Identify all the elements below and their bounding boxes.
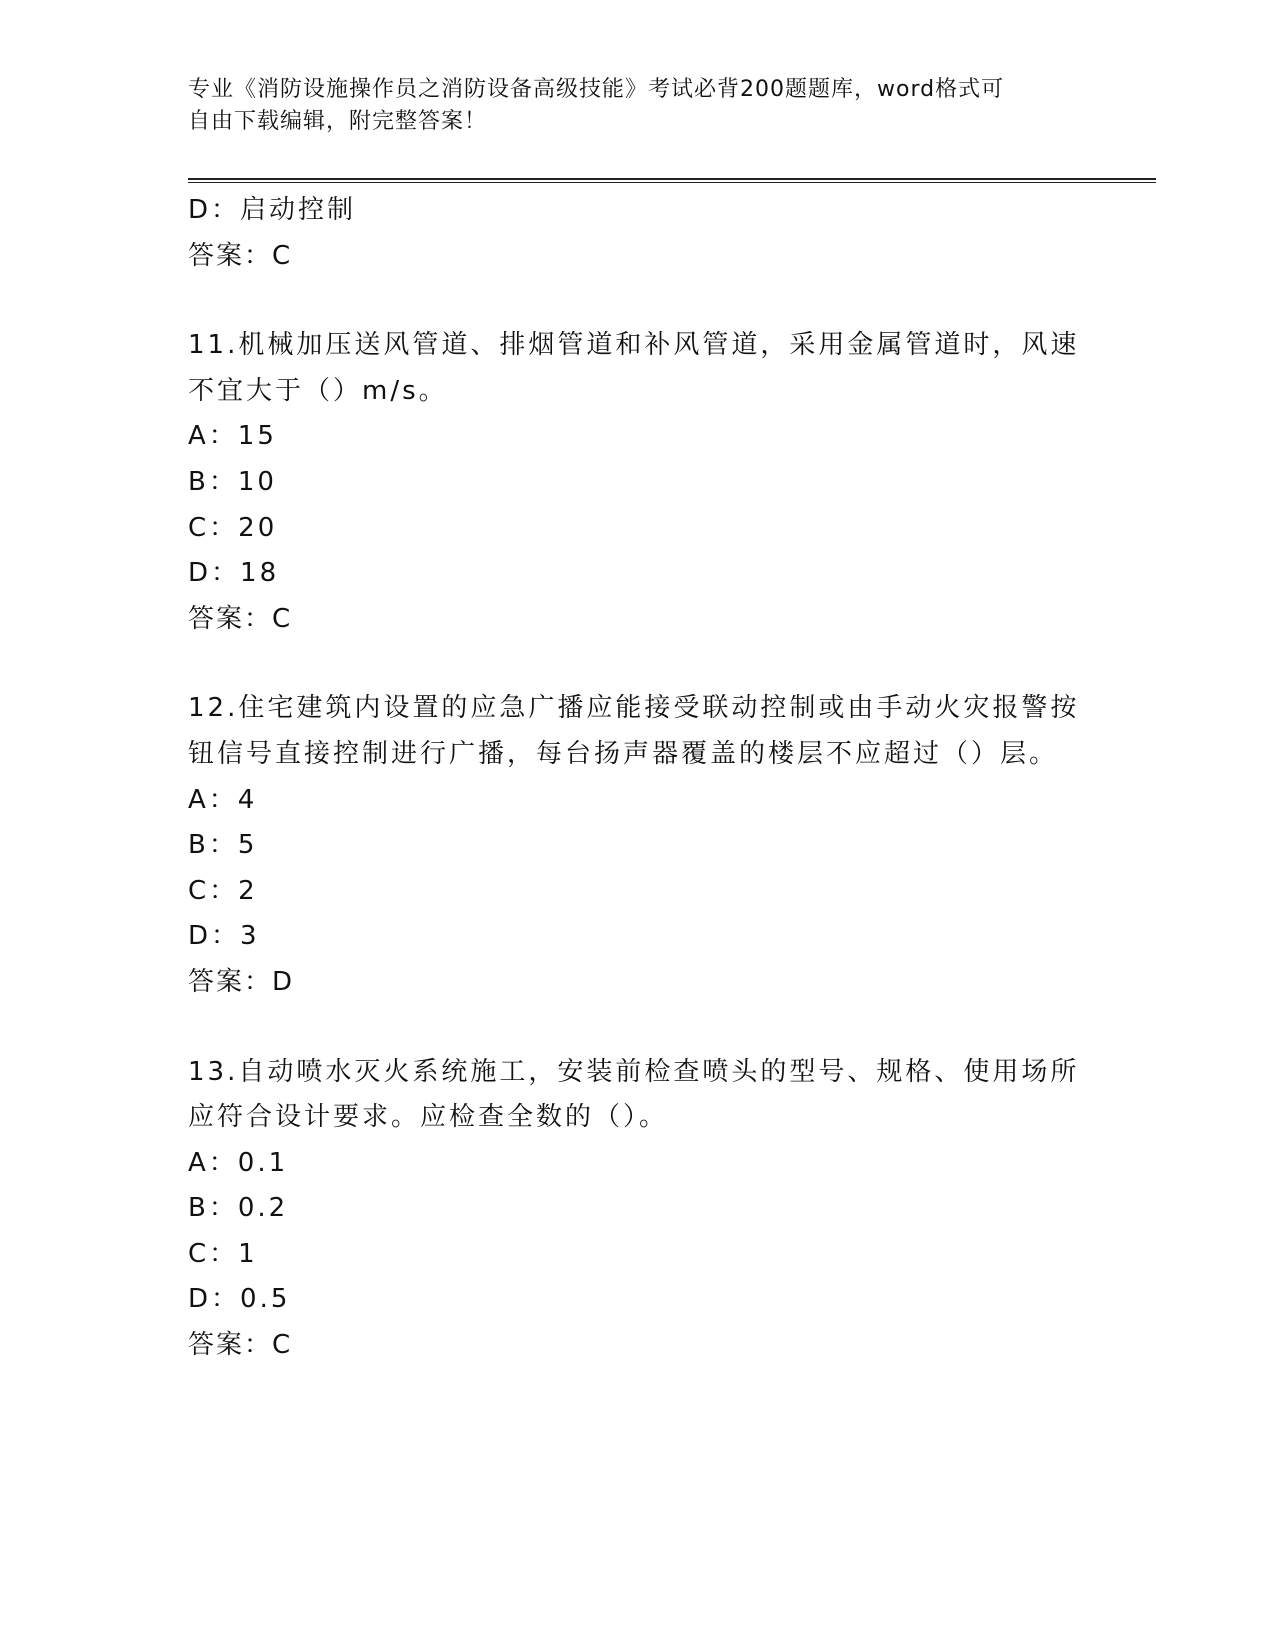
answer-line: 答案：C bbox=[188, 1330, 293, 1361]
option-d: D：0.5 bbox=[188, 1284, 291, 1315]
question-stem-line: 12.住宅建筑内设置的应急广播应能接受联动控制或由手动火灾报警按 bbox=[188, 693, 1080, 724]
spacer bbox=[188, 1006, 1088, 1050]
spacer bbox=[188, 279, 1088, 323]
answer-line: 答案：C bbox=[188, 240, 293, 271]
header-line-1: 专业《消防设施操作员之消防设备高级技能》考试必背200题题库，word格式可 bbox=[188, 77, 1005, 102]
option-c: C：2 bbox=[188, 875, 258, 906]
option-a: A：0.1 bbox=[188, 1147, 289, 1178]
option-d: D：18 bbox=[188, 558, 280, 589]
question-stem-line: 13.自动喷水灭火系统施工，安装前检查喷头的型号、规格、使用场所 bbox=[188, 1056, 1080, 1087]
option-c: C：20 bbox=[188, 512, 278, 543]
header-divider bbox=[188, 178, 1156, 183]
question-12 bbox=[188, 686, 1088, 1005]
question-stem-line: 应符合设计要求。应检查全数的（）。 bbox=[188, 1102, 669, 1133]
option-c: C：1 bbox=[188, 1238, 258, 1269]
question-stem-line: 钮信号直接控制进行广播，每台扬声器覆盖的楼层不应超过（）层。 bbox=[188, 738, 1059, 769]
option-b: B：0.2 bbox=[188, 1193, 289, 1224]
option-b: B：5 bbox=[188, 830, 258, 861]
option-b: B：10 bbox=[188, 466, 277, 497]
option-a: A：15 bbox=[188, 421, 277, 452]
question-13 bbox=[188, 1050, 1088, 1369]
question-list bbox=[188, 188, 1088, 1369]
document-header bbox=[188, 74, 1068, 138]
option-a: A：4 bbox=[188, 784, 258, 815]
question-11 bbox=[188, 323, 1088, 642]
option-d: D：启动控制 bbox=[188, 195, 357, 225]
answer-line: 答案：C bbox=[188, 603, 293, 634]
option-d: D：3 bbox=[188, 921, 260, 952]
question-stem-line: 不宜大于（）m/s。 bbox=[188, 375, 448, 406]
spacer bbox=[188, 642, 1088, 686]
question-stem-line: 11.机械加压送风管道、排烟管道和补风管道，采用金属管道时，风速 bbox=[188, 330, 1080, 361]
answer-line: 答案：D bbox=[188, 966, 295, 997]
header-line-2: 自由下载编辑，附完整答案！ bbox=[188, 109, 488, 134]
